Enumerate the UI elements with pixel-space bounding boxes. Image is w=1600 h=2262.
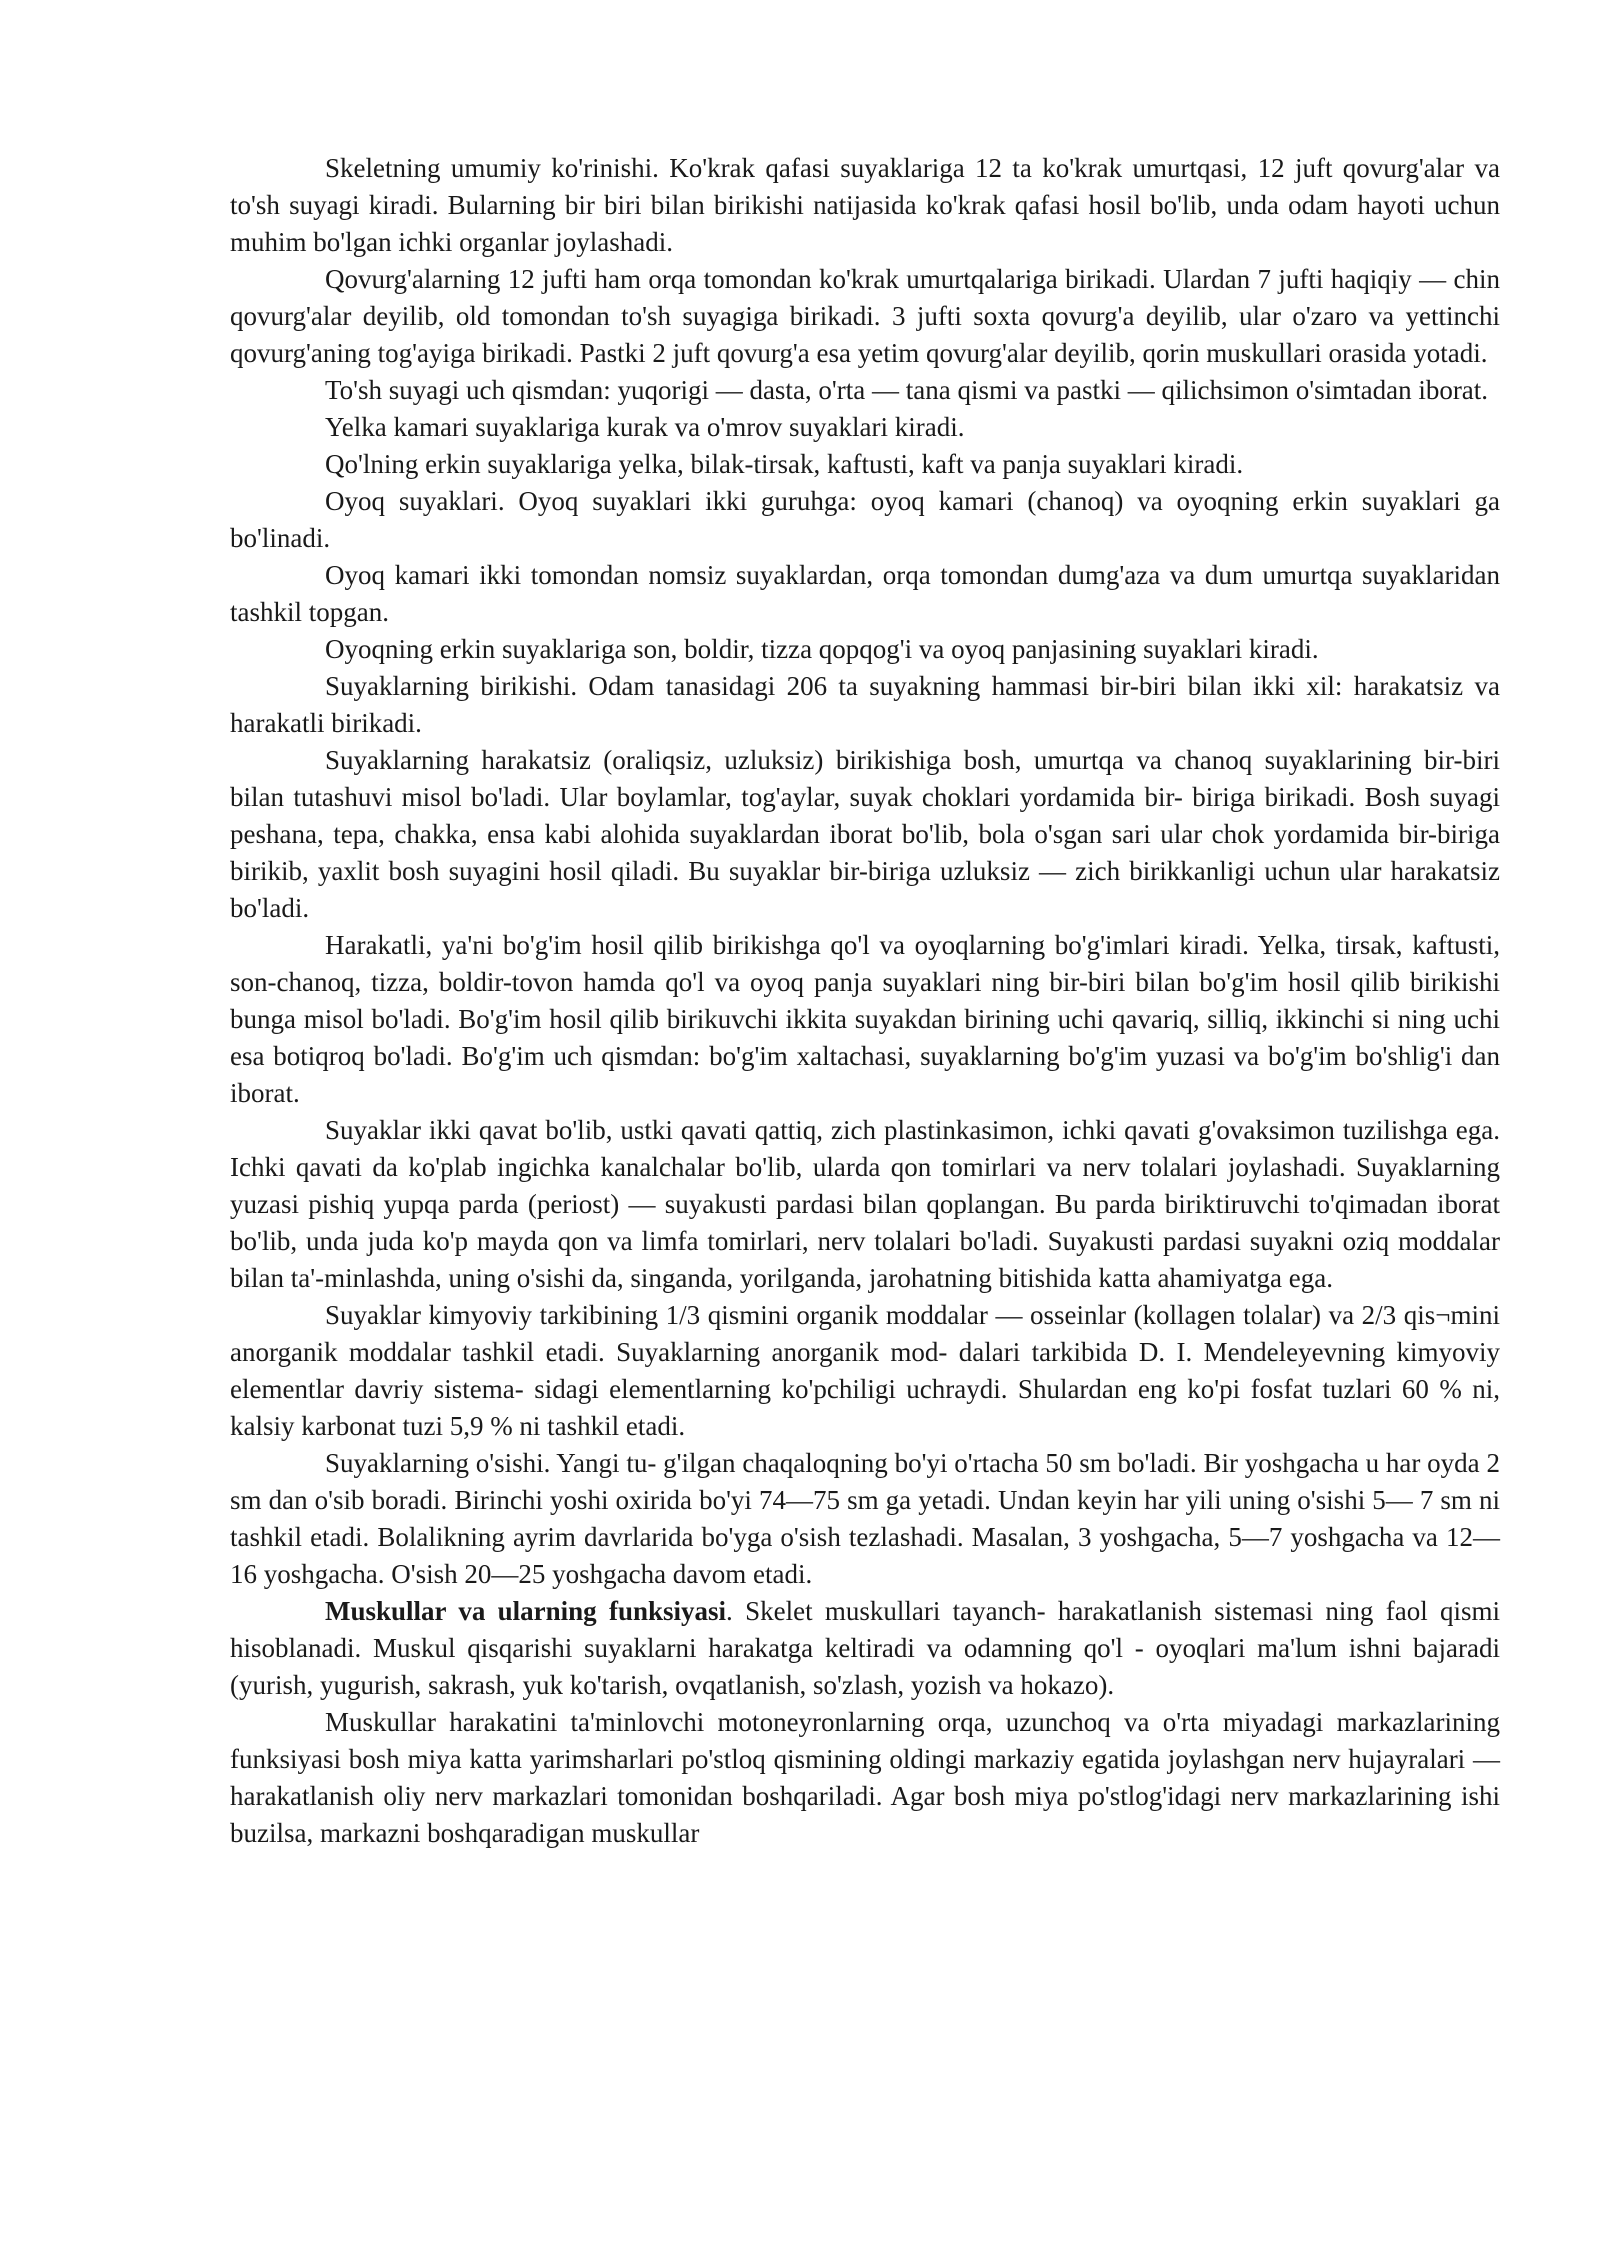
paragraph bbox=[230, 742, 1500, 927]
paragraph bbox=[230, 927, 1500, 1112]
paragraph-text: Qovurg'alarning 12 jufti ham orqa tomondan ko'krak umurtqalariga birikadi. Ulardan 7 jufti haqiqiy — chin qovurg'alar deyilib, old tomondan to'sh suyagiga birikadi. 3 jufti soxta qovurg'a deyilib, ular o'zaro va yettinchi qovurg'aning tog'ayiga birikadi. Pastki 2 juft qovurg'a esa yetim qovurg'alar deyilib, qorin muskullari orasida yotadi. bbox=[230, 264, 1500, 368]
paragraph-text: Suyaklarning harakatsiz (oraliqsiz, uzluksiz) birikishiga bosh, umurtqa va chanoq suyaklarining bir-biri bilan tutashuvi misol bo'ladi. Ular boylamlar, tog'aylar, suyak choklari yordamida bir- biriga birikadi. Bosh suyagi peshana, tepa, chakka, ensa kabi alohida suyaklardan iborat bo'lib, bola o'sgan sari ular chok yordamida bir-biriga birikib, yaxlit bosh suyagini hosil qiladi. Bu suyaklar bir-biriga uzluksiz — zich birikkanligi uchun ular harakatsiz bo'ladi. bbox=[230, 745, 1500, 923]
paragraph-text: Suyaklar ikki qavat bo'lib, ustki qavati qattiq, zich plastinkasimon, ichki qavati g'ovaksimon tuzilishga ega. Ichki qavati da ko'plab ingichka kanalchalar bo'lib, ularda qon tomirlari va nerv tolalari joylashadi. Suyaklarning yuzasi pishiq yupqa parda (periost) — suyakusti pardasi bilan qoplangan. Bu parda biriktiruvchi to'qimadan iborat bo'lib, unda juda ko'p mayda qon va limfa tomirlari, nerv tolalari bo'ladi. Suyakusti pardasi suyakni oziq moddalar bilan ta'-minlashda, uning o'sishi da, singanda, yorilganda, jarohatning bitishida katta ahamiyatga ega. bbox=[230, 1115, 1500, 1293]
section-heading: Muskullar va ularning funksiyasi bbox=[325, 1596, 727, 1626]
paragraph-text: Yelka kamari suyaklariga kurak va o'mrov suyaklari kiradi. bbox=[325, 412, 965, 442]
paragraph-text: Qo'lning erkin suyaklariga yelka, bilak-tirsak, kaftusti, kaft va panja suyaklari kiradi. bbox=[325, 449, 1244, 479]
paragraph bbox=[230, 409, 1500, 446]
paragraph-text: Oyoq suyaklari. Oyoq suyaklari ikki guruhga: oyoq kamari (chanoq) va oyoqning erkin suyaklari ga bo'linadi. bbox=[230, 486, 1500, 553]
paragraph bbox=[230, 1112, 1500, 1297]
paragraph-text: Oyoq kamari ikki tomondan nomsiz suyaklardan, orqa tomondan dumg'aza va dum umurtqa suyaklaridan tashkil topgan. bbox=[230, 560, 1500, 627]
paragraph-text: Suyaklarning birikishi. Odam tanasidagi 206 ta suyakning hammasi bir-biri bilan ikki xil: harakatsiz va harakatli birikadi. bbox=[230, 671, 1500, 738]
paragraph-text: Oyoqning erkin suyaklariga son, boldir, tizza qopqog'i va oyoq panjasining suyaklari kiradi. bbox=[325, 634, 1319, 664]
paragraph bbox=[230, 261, 1500, 372]
paragraph-text: Suyaklarning o'sishi. Yangi tu- g'ilgan chaqaloqning bo'yi o'rtacha 50 sm bo'ladi. Bir yoshgacha u har oyda 2 sm dan o'sib boradi. Birinchi yoshi oxirida bo'yi 74—75 sm ga yetadi. Undan keyin har yili uning o'sishi 5— 7 sm ni tashkil etadi. Bolalikning ayrim davrlarida bo'yga o'sish tezlashadi. Masalan, 3 yoshgacha, 5—7 yoshgacha va 12—16 yoshgacha. O'sish 20—25 yoshgacha davom etadi. bbox=[230, 1448, 1500, 1589]
paragraph bbox=[230, 631, 1500, 668]
paragraph-text: Skeletning umumiy ko'rinishi. Ko'krak qafasi suyaklariga 12 ta ko'krak umurtqasi, 12 juft qovurg'alar va to'sh suyagi kiradi. Bularning bir biri bilan birikishi natijasida ko'krak qafasi hosil bo'lib, unda odam hayoti uchun muhim bo'lgan ichki organlar joylashadi. bbox=[230, 153, 1500, 257]
paragraph-text: To'sh suyagi uch qismdan: yuqorigi — dasta, o'rta — tana qismi va pastki — qilichsimon o'simtadan iborat. bbox=[325, 375, 1489, 405]
paragraph bbox=[230, 372, 1500, 409]
paragraph bbox=[230, 1704, 1500, 1852]
paragraph bbox=[230, 150, 1500, 261]
paragraph-text: . Skelet muskullari tayanch- harakatlanish sistemasi ning faol qismi hisoblanadi. Muskul qisqarishi suyaklarni harakatga keltiradi va odamning qo'l - oyoqlari ma'lum ishni bajaradi (yurish, yugurish, sakrash, yuk ko'tarish, ovqatlanish, so'zlash, yozish va hokazo). bbox=[230, 1596, 1500, 1700]
paragraph-text: Suyaklar kimyoviy tarkibining 1/3 qismini organik moddalar — osseinlar (kollagen tolalar) va 2/3 qis¬mini anorganik moddalar tashkil etadi. Suyaklarning anorganik mod- dalari tarkibida D. I. Mendeleyevning kimyoviy elementlar davriy sistema- sidagi elementlarning ko'pchiligi uchraydi. Shulardan eng ko'pi fosfat tuzlari 60 % ni, kalsiy karbonat tuzi 5,9 % ni tashkil etadi. bbox=[230, 1300, 1500, 1441]
paragraph bbox=[230, 1297, 1500, 1445]
paragraph bbox=[230, 1593, 1500, 1704]
paragraph-text: Muskullar harakatini ta'minlovchi motoneyronlarning orqa, uzunchoq va o'rta miyadagi markazlarining funksiyasi bosh miya katta yarimsharlari po'stloq qismining oldingi markaziy egatida joylashgan nerv hujayralari — harakatlanish oliy nerv markazlari tomonidan boshqariladi. Agar bosh miya po'stlog'idagi nerv markazlarining ishi buzilsa, markazni boshqaradigan muskullar bbox=[230, 1707, 1500, 1848]
paragraph bbox=[230, 446, 1500, 483]
document-body bbox=[230, 150, 1500, 1852]
paragraph bbox=[230, 1445, 1500, 1593]
paragraph-text: Harakatli, ya'ni bo'g'im hosil qilib birikishga qo'l va oyoqlarning bo'g'imlari kiradi. Yelka, tirsak, kaftusti, son-chanoq, tizza, boldir-tovon hamda qo'l va oyoq panja suyaklari ning bir-biri bilan bo'g'im hosil qilib birikishi bunga misol bo'ladi. Bo'g'im hosil qilib birikuvchi ikkita suyakdan birining uchi qavariq, silliq, ikkinchi si ning uchi esa botiqroq bo'ladi. Bo'g'im uch qismdan: bo'g'im xaltachasi, suyaklarning bo'g'im yuzasi va bo'g'im bo'shlig'i dan iborat. bbox=[230, 930, 1500, 1108]
paragraph bbox=[230, 557, 1500, 631]
paragraph bbox=[230, 483, 1500, 557]
paragraph bbox=[230, 668, 1500, 742]
